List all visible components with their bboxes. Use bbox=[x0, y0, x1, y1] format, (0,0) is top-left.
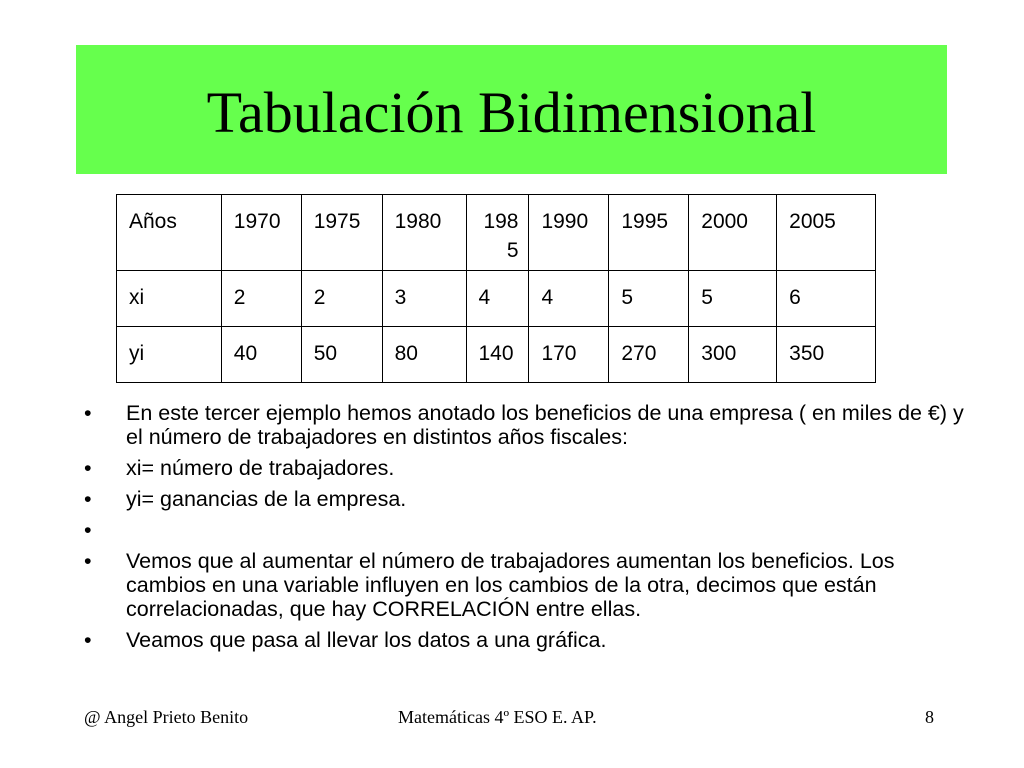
table-cell: 140 bbox=[466, 327, 529, 383]
table-header-row bbox=[117, 195, 876, 271]
table-row-xi bbox=[117, 271, 876, 327]
table-header-cell: 1980 bbox=[382, 195, 466, 271]
table-cell: 80 bbox=[382, 327, 466, 383]
bullet-text: Vemos que al aumentar el número de trabajadores aumentan los beneficios. Los cambios en una variable influyen en los cambios de la otra, decimos que están correlacionadas, que hay CORRELACIÓN entre ellas. bbox=[126, 549, 895, 621]
table-header-cell: 1990 bbox=[529, 195, 609, 271]
table-cell: yi bbox=[117, 327, 222, 383]
table-cell: 6 bbox=[777, 271, 876, 327]
bullet-text: xi= número de trabajadores. bbox=[126, 456, 395, 480]
table-cell: 50 bbox=[301, 327, 382, 383]
table-header-cell: 1995 bbox=[609, 195, 689, 271]
table-header-cell: 2000 bbox=[689, 195, 777, 271]
footer-course: Matemáticas 4º ESO E. AP. bbox=[398, 707, 597, 727]
bullet-item bbox=[84, 628, 964, 652]
table-cell: 4 bbox=[529, 271, 609, 327]
data-table bbox=[116, 194, 876, 383]
table-cell: xi bbox=[117, 271, 222, 327]
table-cell: 270 bbox=[609, 327, 689, 383]
bullet-text: En este tercer ejemplo hemos anotado los beneficios de una empresa ( en miles de €) y el número de trabajadores en distintos años fiscales: bbox=[126, 401, 964, 449]
table-cell: 5 bbox=[609, 271, 689, 327]
bullet-icon: • bbox=[84, 487, 92, 511]
bullet-item bbox=[84, 456, 964, 480]
bullet-list bbox=[84, 401, 964, 659]
table-cell: 5 bbox=[689, 271, 777, 327]
bullet-icon: • bbox=[84, 456, 92, 480]
table-header-cell: 1970 bbox=[221, 195, 301, 271]
table-row-yi bbox=[117, 327, 876, 383]
bullet-item bbox=[84, 518, 964, 542]
table-header-cell: 2005 bbox=[777, 195, 876, 271]
bullet-icon: • bbox=[84, 518, 92, 542]
table-cell: 300 bbox=[689, 327, 777, 383]
table-header-cell bbox=[466, 195, 529, 271]
footer-author: @ Angel Prieto Benito bbox=[84, 707, 249, 727]
bullet-icon: • bbox=[84, 628, 92, 652]
table-cell: 40 bbox=[221, 327, 301, 383]
table-cell: 2 bbox=[301, 271, 382, 327]
table-cell: 3 bbox=[382, 271, 466, 327]
footer-page-number: 8 bbox=[925, 707, 934, 727]
table-header-cell-text: 1985 bbox=[483, 210, 519, 262]
table-cell: 4 bbox=[466, 271, 529, 327]
table-header-cell: 1975 bbox=[301, 195, 382, 271]
table-header-cell: Años bbox=[117, 195, 222, 271]
table-cell: 350 bbox=[777, 327, 876, 383]
slide-title: Tabulación Bidimensional bbox=[206, 80, 817, 145]
table-cell: 2 bbox=[221, 271, 301, 327]
table-cell: 170 bbox=[529, 327, 609, 383]
bullet-item bbox=[84, 401, 964, 449]
bullet-item bbox=[84, 549, 964, 621]
bullet-item bbox=[84, 487, 964, 511]
title-banner bbox=[76, 45, 947, 174]
bullet-text: yi= ganancias de la empresa. bbox=[126, 487, 407, 511]
bullet-text: Veamos que pasa al llevar los datos a una gráfica. bbox=[126, 628, 607, 652]
bullet-icon: • bbox=[84, 549, 92, 573]
bullet-icon: • bbox=[84, 401, 92, 425]
